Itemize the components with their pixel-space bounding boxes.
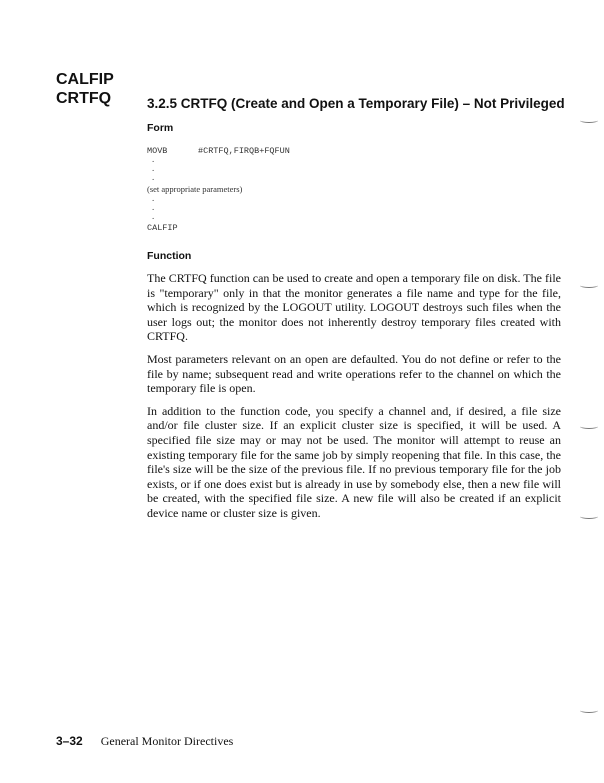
paragraph: The CRTFQ function can be used to create and open a temporary file on disk. The file is "temporary" only in that the monitor generates a file name and type for the file, which is recognized by the LOGOUT utility. LOGOUT destroys such files when the user logs out; the monitor does not inherently destroy temporary files created with CRTFQ. <box>147 271 561 344</box>
ellipsis-dot: . <box>152 163 155 173</box>
ellipsis-dot: . <box>152 193 155 203</box>
function-body <box>147 271 561 529</box>
paragraph: In addition to the function code, you specify a channel and, if desired, a file size and/or file cluster size. If an explicit cluster size is specified, it will be used. A specified file size may or may not be used. The monitor will attempt to reuse an existing temporary file for the same job by simply reopening that file. In this case, the file's size will be the size of the previous file. If no previous temporary file for the job exists, or if one does exist but is already in use by somebody else, then a new file will be created, with the specified file size. A new file will also be created if an explicit device name or cluster size is given. <box>147 403 561 520</box>
ellipsis-dot: . <box>152 211 155 221</box>
paragraph: Most parameters relevant on an open are defaulted. You do not define or refer to the file by name; subsequent read and write operations refer to the channel on which the temporary file is open. <box>147 351 561 396</box>
margin-mark <box>580 708 598 713</box>
margin-mark <box>580 514 598 519</box>
page-footer <box>56 734 233 749</box>
ellipsis-dot: . <box>152 172 155 182</box>
margin-mark <box>580 424 598 429</box>
page-number: 3–32 <box>56 734 83 748</box>
footer-title: General Monitor Directives <box>100 734 234 748</box>
running-header <box>56 70 114 108</box>
code-line-calfip: CALFIP <box>147 223 178 233</box>
form-heading: Form <box>147 122 174 134</box>
header-line-2: CRTFQ <box>56 90 112 107</box>
ellipsis-dot: . <box>152 202 155 212</box>
margin-mark <box>580 283 598 288</box>
form-note: (set appropriate parameters) <box>147 184 243 194</box>
header-line-1: CALFIP <box>56 71 114 88</box>
function-heading: Function <box>147 250 192 262</box>
code-line-movb: MOVB #CRTFQ,FIRQB+FQFUN <box>147 146 290 156</box>
margin-mark <box>580 118 598 123</box>
ellipsis-dot: . <box>152 154 155 164</box>
section-title: 3.2.5 CRTFQ (Create and Open a Temporary File) – Not Privileged <box>147 96 565 111</box>
